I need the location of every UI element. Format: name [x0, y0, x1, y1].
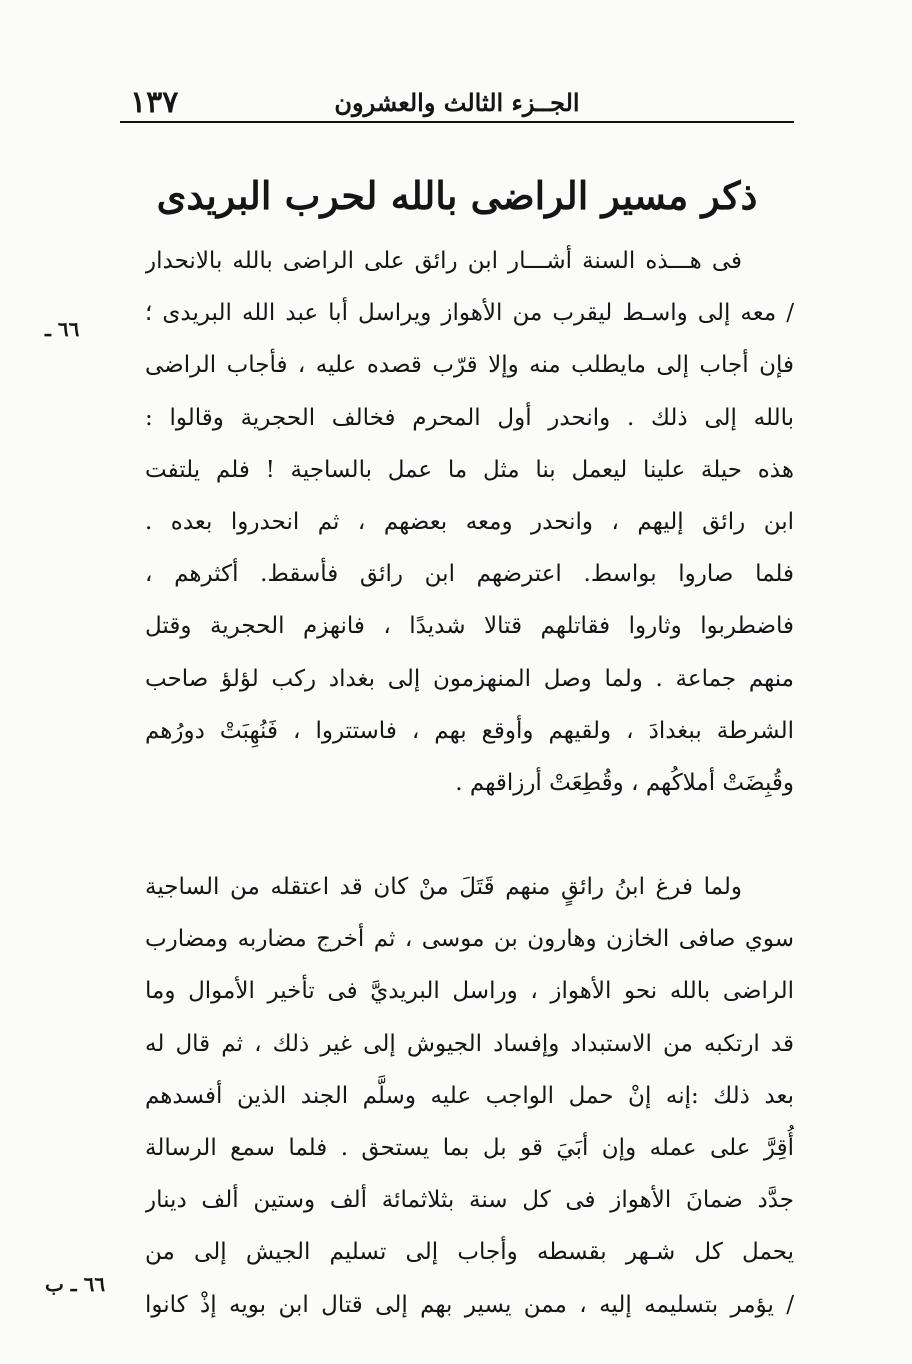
text-line: هذه حيلة علينا ليعمل بنا مثل ما عمل بالساجية ! فلم يلتفت — [145, 456, 794, 483]
text-line: فى هـــذه السنة أشـــار ابن رائق على الراضى بالله بالانحدار — [145, 248, 742, 274]
text-line: ولما فرغ ابنُ رائقٍ منهم قَتَلَ منْ كان قد اعتقله من الساجية — [145, 874, 742, 901]
paragraph-2 — [145, 861, 794, 1331]
text-line: الشرطة ببغدادَ ، ولقيهم وأوقع بهم ، فاستتروا ، فَنُهِبَتْ دورُهم — [145, 717, 794, 744]
header-rule — [120, 121, 794, 123]
text-line: بالله إلى ذلك . وانحدر أول المحرم فخالف الحجرية وقالوا : — [145, 404, 794, 431]
section-heading: ذكر مسير الراضى بالله لحرب البريدى — [156, 173, 758, 218]
text-line: / معه إلى واسـط ليقرب من الأهواز ويراسل أبا عبد الله البريدى ؛ — [145, 300, 794, 327]
margin-note-folio-66b: ٦٦ ـ ب — [45, 1272, 106, 1296]
text-line: ابن رائق إليهم ، وانحدر ومعه بعضهم ، ثم انحدروا بعده . — [145, 508, 794, 535]
text-line: فلما صاروا بواسط. اعترضهم ابن رائق فأسقط. أكثرهم ، — [145, 561, 794, 588]
page-number: ١٣٧ — [130, 85, 179, 120]
text-line: وقُبِضَتْ أملاكُهم ، وقُطِعَتْ أرزاقهم . — [455, 769, 794, 796]
text-line: سوي صافى الخازن وهارون بن موسى ، ثم أخرج مضاربه ومضارب — [145, 926, 794, 953]
running-title: الجــزء الثالث والعشرون — [334, 88, 580, 117]
text-line: / يؤمر بتسليمه إليه ، ممن يسير بهم إلى قتال ابن بويه إذْ كانوا — [145, 1291, 794, 1318]
text-line: جدَّد ضمانَ الأهواز فى كل سنة بثلاثمائة ألف وستين ألف دينار — [145, 1187, 794, 1214]
running-header — [120, 84, 794, 124]
paragraph-gap — [145, 809, 794, 861]
text-line: قد ارتكبه من الاستبداد وإفساد الجيوش إلى غير ذلك ، ثم قال له — [145, 1030, 794, 1057]
text-line: منهم جماعة . ولما وصل المنهزمون إلى بغداد ركب لؤلؤ صاحب — [145, 665, 794, 692]
text-line: يحمل كل شـهر بقسطه وأجاب إلى تسليم الجيش إلى من — [145, 1239, 794, 1266]
paragraph-1 — [145, 235, 794, 809]
text-line: الراضى بالله نحو الأهواز ، وراسل البريديَّ فى تأخير الأموال وما — [145, 978, 794, 1005]
text-line: فإن أجاب إلى مايطلب منه وإلا قرّب قصده عليه ، فأجاب الراضى — [145, 352, 794, 379]
text-line: بعد ذلك :إنه إنْ حمل الواجب عليه وسلَّم الجند الذين أفسدهم — [145, 1082, 794, 1109]
text-line: أُقِرَّ على عمله وإن أبَيَ قو بل بما يستحق . فلما سمع الرسالة — [145, 1135, 794, 1161]
text-line: فاضطربوا وثاروا فقاتلهم قتالا شديدًا ، فانهزم الحجرية وقتل — [145, 613, 794, 640]
body-text — [145, 235, 794, 1331]
margin-note-folio-66: ٦٦ ـ — [45, 317, 80, 341]
